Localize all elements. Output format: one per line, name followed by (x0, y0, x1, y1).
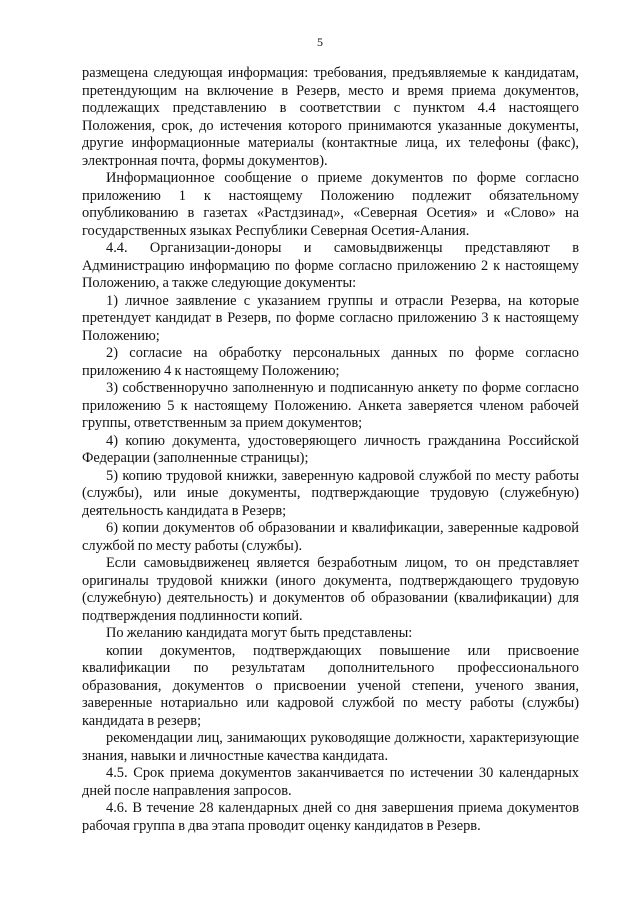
list-item-4: 4) копию документа, удостоверяющего личность гражданина Российской Федерации (заполненные страницы); (82, 432, 579, 466)
list-item-2: 2) согласие на обработку персональных данных по форме согласно приложению 4 к настоящему Положению; (82, 345, 579, 379)
paragraph-optional-intro: По желанию кандидата могут быть представлены: (106, 625, 413, 641)
paragraph-info-list: размещена следующая информация: требования, предъявляемые к кандидатам, претендующим на включение в Резерв, место и время приема документов, подлежащих представлению в соответствии с пунктом 4.4 настоящего Положения, срок, до истечения которого принимаются указанные документы, другие информационные материалы (контактные лица, их телефоны (факс), электронная почта, формы документов). (82, 65, 579, 169)
document-body (82, 65, 579, 835)
paragraph-optional-copies: копии документов, подтверждающих повышение или присвоение квалификации по результатам дополнительного профессионального образования, документов о присвоении ученой степени, ученого звания, заверенные нотариально или кадровой службой по месту работы (службы) кандидата в резерв; (82, 642, 579, 729)
paragraph-4-6: 4.6. В течение 28 календарных дней со дня завершения приема документов рабочая группа в два этапа проводит оценку кандидатов в Резерв. (82, 800, 579, 834)
list-item-1: 1) личное заявление с указанием группы и отрасли Резерва, на которые претендует кандидат в Резерв, по форме согласно приложению 3 к настоящему Положению; (82, 292, 579, 344)
list-item-6: 6) копии документов об образовании и квалификации, заверенные кадровой службой по месту работы (службы). (82, 520, 579, 554)
paragraph-publication: Информационное сообщение о приеме документов по форме согласно приложению 1 к настоящему Положению подлежит обязательному опубликованию в газетах «Растдзинад», «Северная Осетия» и «Слово» на государственных языках Республики Северная Осетия-Алания. (82, 170, 579, 239)
list-item-5: 5) копию трудовой книжки, заверенную кадровой службой по месту работы (службы), или иные документы, подтверждающие трудовую (служебную) деятельность кандидата в Резерв; (82, 467, 579, 519)
paragraph-optional-recommendations: рекомендации лиц, занимающих руководящие должности, характеризующие знания, навыки и личностные качества кандидата. (82, 730, 579, 764)
paragraph-4-5: 4.5. Срок приема документов заканчивается по истечении 30 календарных дней после направления запросов. (82, 765, 579, 799)
list-item-3: 3) собственноручно заполненную и подписанную анкету по форме согласно приложению 5 к настоящему Положению. Анкета заверяется членом рабочей группы, ответственным за прием документов; (82, 380, 579, 431)
page-number: 5 (317, 35, 323, 49)
paragraph-unemployed: Если самовыдвиженец является безработным лицом, то он представляет оригиналы трудовой книжки (иного документа, подтверждающего трудовую (служебную) деятельность) и документов об образовании (квалификации) для подтверждения подлинности копий. (82, 555, 579, 624)
paragraph-4-4: 4.4. Организации-доноры и самовыдвиженцы представляют в Администрацию информацию по форме согласно приложению 2 к настоящему Положению, а также следующие документы: (82, 240, 579, 291)
